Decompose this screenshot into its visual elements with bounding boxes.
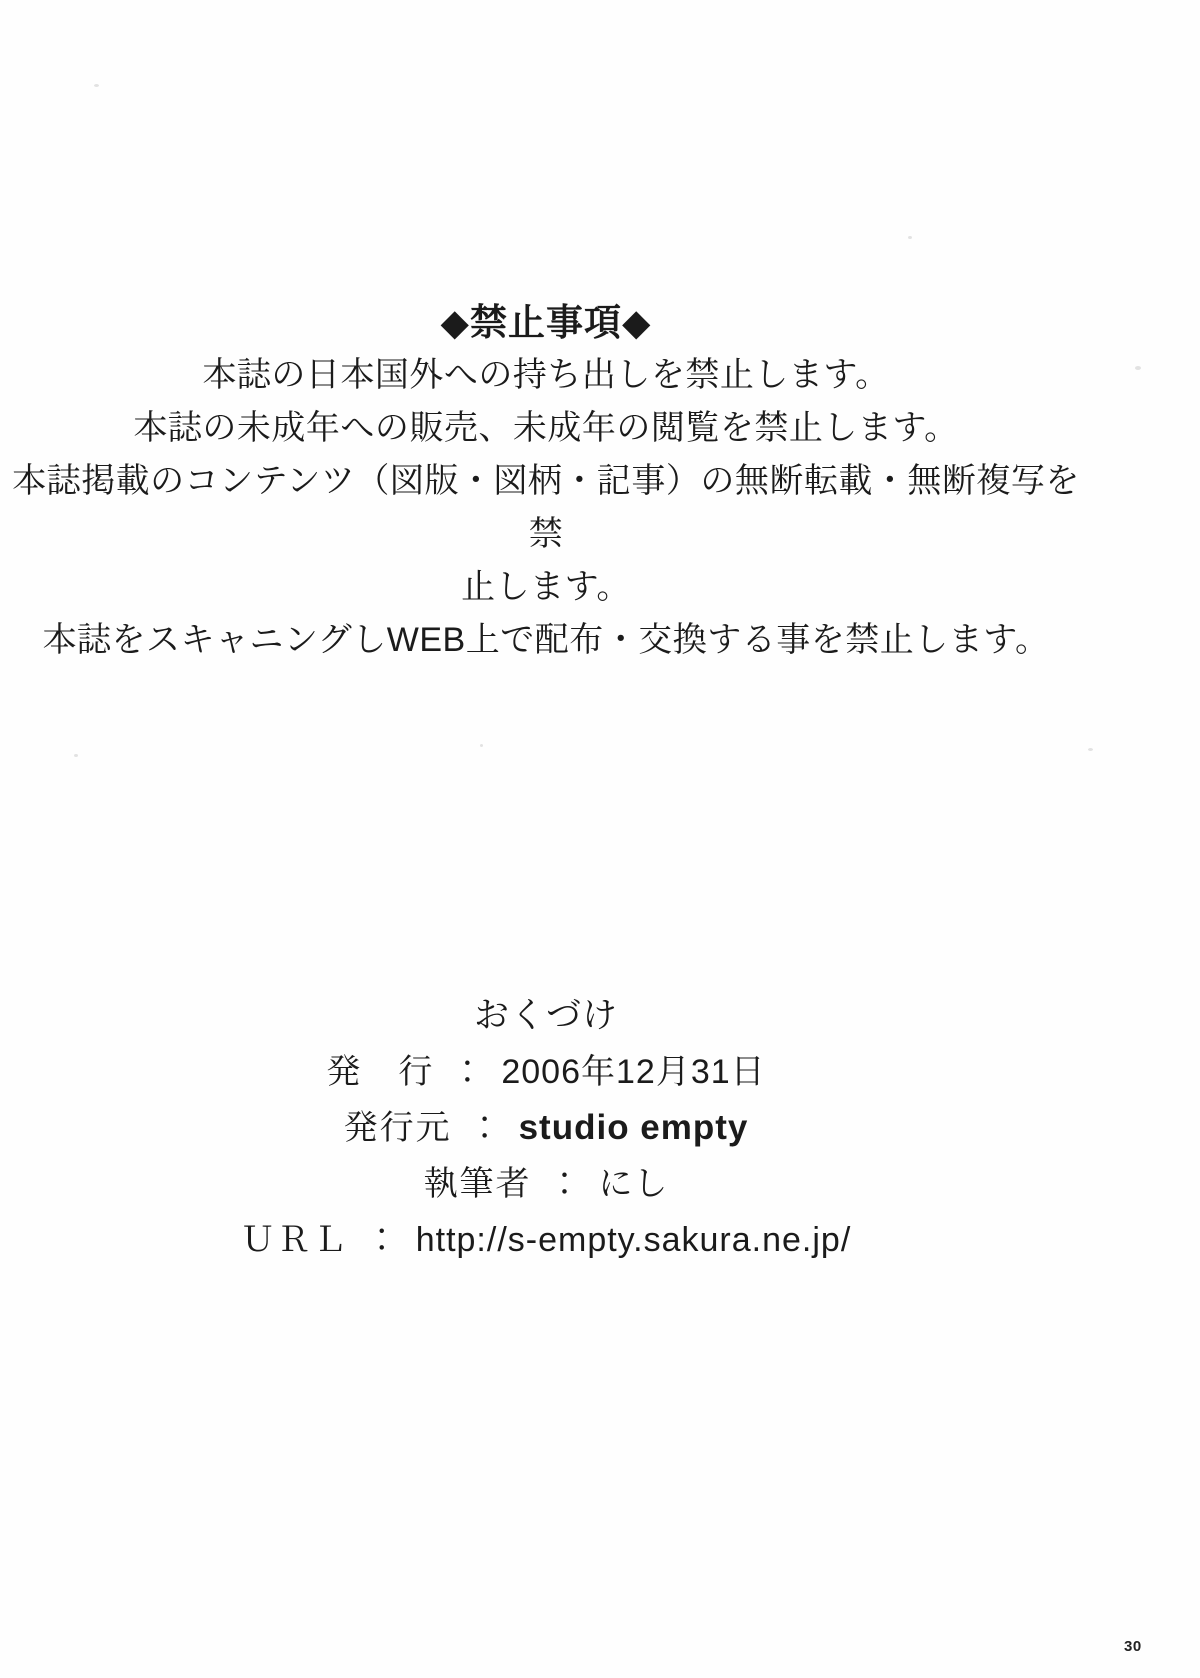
publication-date-label: 発 行: [326, 1053, 435, 1091]
separator-colon: ：: [450, 1053, 486, 1091]
prohibition-line-export: 本誌の日本国外への持ち出しを禁止します。: [202, 356, 890, 394]
page-number: 30: [1124, 1638, 1142, 1655]
scan-speck: [74, 754, 78, 757]
prohibition-line-minors: 本誌の未成年への販売、未成年の閲覧を禁止します。: [133, 409, 959, 447]
prohibition-line-reproduction: 本誌掲載のコンテンツ（図版・図柄・記事）の無断転載・無断複写を禁: [12, 462, 1080, 553]
colophon-entry-url: [0, 1212, 1092, 1268]
colophon-entry-author: [0, 1156, 1092, 1212]
prohibitions-section: [0, 296, 1092, 667]
prohibition-line-reproduction-cont: 止します。: [461, 568, 631, 606]
scan-speck: [480, 744, 483, 747]
prohibitions-heading: ◆禁止事項◆: [440, 302, 652, 343]
url-value: http://s-empty.sakura.ne.jp/: [415, 1221, 852, 1259]
separator-colon: ：: [547, 1165, 583, 1203]
scan-speck: [94, 84, 99, 87]
url-label: ＵＲＬ: [240, 1221, 349, 1259]
publication-date-value: 2006年12月31日: [501, 1053, 766, 1091]
scan-speck: [1088, 748, 1093, 751]
author-label: 執筆者: [423, 1165, 532, 1203]
colophon-section: [0, 988, 1092, 1268]
scan-speck: [1135, 366, 1141, 370]
publisher-label: 発行元: [343, 1109, 452, 1147]
scan-speck: [908, 236, 912, 239]
publisher-value: studio empty: [518, 1108, 749, 1147]
separator-colon: ：: [467, 1109, 503, 1147]
prohibition-line-scanning: 本誌をスキャニングしWEB上で配布・交換する事を禁止します。: [42, 621, 1050, 659]
author-value: にし: [598, 1165, 669, 1203]
colophon-title: おくづけ: [473, 996, 618, 1035]
colophon-entry-publisher: [0, 1100, 1092, 1156]
separator-colon: ：: [364, 1221, 400, 1259]
colophon-entry-publication-date: [0, 1044, 1092, 1100]
